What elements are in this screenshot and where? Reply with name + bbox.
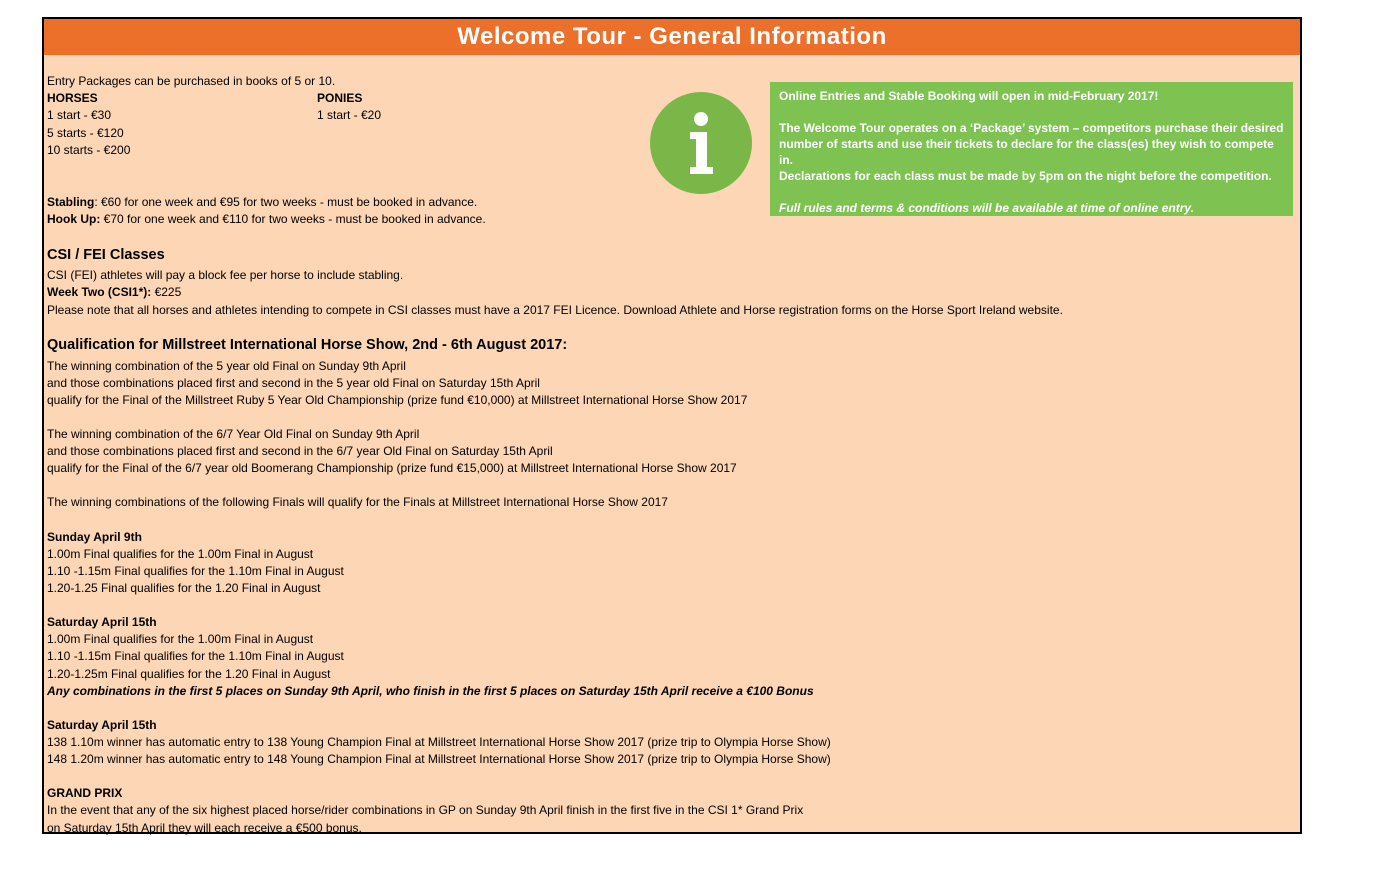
six-seven-line-2: and those combinations placed first and second in the 6/7 year Old Final on Saturday 15th April: [47, 444, 553, 458]
csi-week-line: [47, 284, 181, 301]
saturday-heading: Saturday April 15th: [47, 615, 157, 629]
following-finals-line: The winning combinations of the following Finals will qualify for the Finals at Millstreet International Horse Show 2017: [47, 495, 668, 509]
notice-para-line-1: The Welcome Tour operates on a ‘Package’ system – competitors purchase their desired: [779, 121, 1284, 135]
csi-line-1: CSI (FEI) athletes will pay a block fee per horse to include stabling.: [47, 268, 404, 282]
stabling-line: [47, 194, 477, 211]
grand-prix-line-2: on Saturday 15th April they will each receive a €500 bonus.: [47, 821, 362, 835]
info-icon: [650, 92, 752, 194]
horses-price-2: 5 starts - €120: [47, 126, 124, 140]
horses-price-1: 1 start - €30: [47, 108, 112, 122]
page-title: Welcome Tour - General Information: [44, 19, 1300, 55]
saturday2-line-1: 138 1.10m winner has automatic entry to 138 Young Champion Final at Millstreet International Horse Show 2017 (prize trip to Olympia Horse Show): [47, 735, 831, 749]
stabling-text: : €60 for one week and €95 for two weeks - must be booked in advance.: [94, 195, 478, 209]
saturday2-heading: Saturday April 15th: [47, 718, 157, 732]
grand-prix-line-1: In the event that any of the six highest placed horse/rider combinations in GP on Sunday 9th April finish in the first five in the CSI 1* Grand Prix: [47, 803, 804, 817]
saturday-line-2: 1.10 -1.15m Final qualifies for the 1.10m Final in August: [47, 649, 344, 663]
csi-week-value: €225: [151, 285, 182, 299]
ponies-heading: PONIES: [317, 91, 363, 105]
stabling-label: Stabling: [47, 195, 95, 209]
online-entries-notice: [770, 82, 1293, 216]
horses-price-3: 10 starts - €200: [47, 143, 131, 157]
hookup-line: [47, 211, 486, 228]
five-year-line-2: and those combinations placed first and second in the 5 year old Final on Saturday 15th April: [47, 376, 540, 390]
csi-week-label: Week Two (CSI1*):: [47, 285, 152, 299]
sunday-line-1: 1.00m Final qualifies for the 1.00m Final in August: [47, 547, 314, 561]
six-seven-line-3: qualify for the Final of the 6/7 year old Boomerang Championship (prize fund €15,000) at Millstreet International Horse Show 2017: [47, 461, 737, 475]
notice-para-line-2: number of starts and use their tickets to declare for the class(es) they wish to compete in.: [779, 137, 1274, 167]
hookup-label: Hook Up:: [47, 212, 101, 226]
saturday-line-3: 1.20-1.25m Final qualifies for the 1.20 Final in August: [47, 667, 331, 681]
six-seven-line-1: The winning combination of the 6/7 Year Old Final on Sunday 9th April: [47, 427, 420, 441]
notice-para-line-3: Declarations for each class must be made by 5pm on the night before the competition.: [779, 169, 1272, 183]
sunday-line-3: 1.20-1.25 Final qualifies for the 1.20 Final in August: [47, 581, 321, 595]
notice-terms-line: Full rules and terms & conditions will be available at time of online entry.: [779, 201, 1194, 215]
five-year-line-3: qualify for the Final of the Millstreet Ruby 5 Year Old Championship (prize fund €10,000) at Millstreet International Horse Show 2017: [47, 393, 748, 407]
info-glyph-icon: [650, 92, 752, 194]
notice-line-1: Online Entries and Stable Booking will open in mid-February 2017!: [779, 89, 1159, 103]
grand-prix-heading: GRAND PRIX: [47, 786, 123, 800]
hookup-text: €70 for one week and €110 for two weeks - must be booked in advance.: [100, 212, 486, 226]
saturday-line-1: 1.00m Final qualifies for the 1.00m Final in August: [47, 632, 314, 646]
ponies-price-1: 1 start - €20: [317, 108, 382, 122]
csi-note: Please note that all horses and athletes intending to compete in CSI classes must have a 2017 FEI Licence. Download Athlete and Horse registration forms on the Horse Sport Ireland website.: [47, 303, 1063, 317]
horses-heading: HORSES: [47, 91, 98, 105]
sunday-line-2: 1.10 -1.15m Final qualifies for the 1.10m Final in August: [47, 564, 344, 578]
five-year-line-1: The winning combination of the 5 year old Final on Sunday 9th April: [47, 359, 406, 373]
packages-intro: Entry Packages can be purchased in books of 5 or 10.: [47, 74, 336, 88]
bonus-line: Any combinations in the first 5 places on Sunday 9th April, who finish in the first 5 places on Saturday 15th April receive a €100 Bonus: [47, 684, 814, 698]
saturday2-line-2: 148 1.20m winner has automatic entry to 148 Young Champion Final at Millstreet International Horse Show 2017 (prize trip to Olympia Horse Show): [47, 752, 831, 766]
csi-heading: CSI / FEI Classes: [47, 247, 165, 263]
info-sheet: [42, 17, 1302, 834]
sunday-heading: Sunday April 9th: [47, 530, 142, 544]
qualification-heading: Qualification for Millstreet International Horse Show, 2nd - 6th August 2017:: [47, 337, 568, 353]
